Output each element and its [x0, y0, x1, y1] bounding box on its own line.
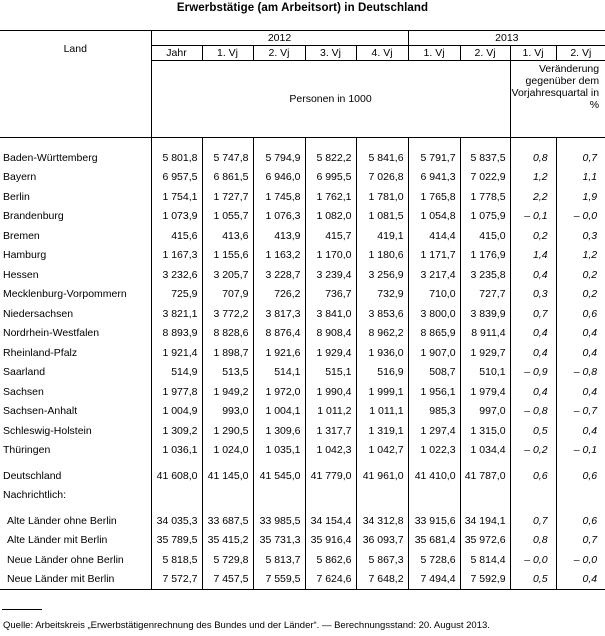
value-cell: 3 841,0 — [305, 304, 356, 324]
value-cell: 7 022,9 — [460, 168, 510, 188]
value-cell: 3 235,8 — [460, 265, 510, 285]
table-row — [0, 187, 605, 207]
value-cell: 515,1 — [305, 363, 356, 383]
value-cell: 514,1 — [253, 363, 305, 383]
table-row — [0, 246, 605, 266]
value-cell: 1 990,4 — [305, 382, 356, 402]
land-name: Sachsen — [3, 385, 44, 398]
period-header: 1. Vj — [408, 46, 460, 61]
value-cell: 41 410,0 — [408, 466, 460, 486]
value-cell: 7 026,8 — [356, 168, 408, 188]
land-name: Brandenburg — [3, 210, 64, 223]
value-cell: 34 194,1 — [460, 511, 510, 531]
spacer-cell — [408, 486, 460, 506]
period-header: Jahr — [151, 46, 202, 61]
change-cell: 0,8 — [510, 148, 556, 168]
value-cell: 1 319,1 — [356, 421, 408, 441]
change-cell: 0,4 — [556, 382, 605, 402]
spacer-cell — [408, 138, 460, 149]
value-cell: 1 022,3 — [408, 441, 460, 461]
table-row — [0, 226, 605, 246]
land-name: Deutschland — [3, 469, 62, 482]
table-row — [0, 285, 605, 305]
period-header: 1. Vj — [202, 46, 253, 61]
spacer-cell — [305, 486, 356, 506]
value-cell: 41 961,0 — [356, 466, 408, 486]
value-cell: 1 929,4 — [305, 343, 356, 363]
value-cell: 1 907,0 — [408, 343, 460, 363]
value-cell: 1 082,0 — [305, 207, 356, 227]
table-title: Erwerbstätige (am Arbeitsort) in Deutschland — [176, 2, 429, 14]
table-row — [0, 148, 605, 168]
land-name: Schleswig-Holstein — [3, 424, 92, 437]
change-header: Veränderung gegenüber dem Vorjahresquartal in % — [510, 61, 605, 120]
change-cell: 1,9 — [556, 187, 605, 207]
change-cell: 0,7 — [510, 511, 556, 531]
value-cell: 414,4 — [408, 226, 460, 246]
value-cell: 5 728,6 — [408, 550, 460, 570]
value-cell: 513,5 — [202, 363, 253, 383]
change-cell: – 0,1 — [556, 441, 605, 461]
value-cell: 1 004,1 — [253, 402, 305, 422]
change-cell: 0,4 — [556, 421, 605, 441]
value-cell: 1 171,7 — [408, 246, 460, 266]
change-cell: 0,6 — [556, 304, 605, 324]
change-cell: 0,3 — [556, 226, 605, 246]
change-cell: 0,4 — [510, 265, 556, 285]
memo-row — [0, 550, 605, 570]
value-cell: 1 034,4 — [460, 441, 510, 461]
change-cell: – 0,8 — [510, 402, 556, 422]
value-cell: 1 176,9 — [460, 246, 510, 266]
value-cell: 1 898,7 — [202, 343, 253, 363]
land-name: Bremen — [3, 229, 40, 242]
value-cell: 5 814,4 — [460, 550, 510, 570]
value-cell: 41 545,0 — [253, 466, 305, 486]
change-cell: 0,7 — [510, 304, 556, 324]
change-cell: – 0,7 — [556, 402, 605, 422]
value-cell: 1 004,9 — [151, 402, 202, 422]
change-cell: 0,6 — [556, 466, 605, 486]
value-cell: 5 841,6 — [356, 148, 408, 168]
value-cell: 707,9 — [202, 285, 253, 305]
table-row — [0, 343, 605, 363]
period-header: 3. Vj — [305, 46, 356, 61]
value-cell: 1 055,7 — [202, 207, 253, 227]
value-cell: 7 494,4 — [408, 570, 460, 590]
value-cell: 35 731,3 — [253, 531, 305, 551]
value-cell: 7 592,9 — [460, 570, 510, 590]
value-cell: 1 979,4 — [460, 382, 510, 402]
spacer-cell — [460, 138, 510, 149]
change-period-header: 2. Vj — [556, 46, 605, 61]
change-cell: 2,2 — [510, 187, 556, 207]
change-cell: 0,7 — [556, 148, 605, 168]
value-cell: 1 317,7 — [305, 421, 356, 441]
value-cell: 1 778,5 — [460, 187, 510, 207]
change-cell: 0,4 — [510, 382, 556, 402]
change-cell: 0,2 — [556, 265, 605, 285]
period-header: 2. Vj — [253, 46, 305, 61]
change-cell: 0,2 — [510, 226, 556, 246]
value-cell: 1 977,8 — [151, 382, 202, 402]
table-row — [0, 265, 605, 285]
spacer-cell — [305, 138, 356, 149]
value-cell: 3 800,0 — [408, 304, 460, 324]
value-cell: 725,9 — [151, 285, 202, 305]
land-name: Berlin — [3, 190, 30, 203]
spacer-cell — [253, 486, 305, 506]
table-row — [0, 304, 605, 324]
change-cell: – 0,8 — [556, 363, 605, 383]
change-header-spacer — [510, 119, 605, 138]
value-cell: 1 929,7 — [460, 343, 510, 363]
year-2013-header: 2013 — [408, 31, 605, 46]
value-cell: 1 163,2 — [253, 246, 305, 266]
value-cell: 1 011,2 — [305, 402, 356, 422]
land-name: Hamburg — [3, 249, 47, 262]
value-cell: 35 415,2 — [202, 531, 253, 551]
land-name: Hessen — [3, 268, 39, 281]
value-cell: 1 921,4 — [151, 343, 202, 363]
land-name: Sachsen-Anhalt — [3, 405, 78, 418]
value-cell: 1 024,0 — [202, 441, 253, 461]
value-cell: 1 054,8 — [408, 207, 460, 227]
memo-label: Nachrichtlich: — [3, 489, 67, 502]
value-cell: 1 309,6 — [253, 421, 305, 441]
employment-table — [0, 30, 605, 590]
table-row — [0, 421, 605, 441]
spacer-cell — [556, 486, 605, 506]
memo-row — [0, 570, 605, 590]
year-2012-header: 2012 — [151, 31, 408, 46]
value-cell: 34 312,8 — [356, 511, 408, 531]
value-cell: 510,1 — [460, 363, 510, 383]
change-cell: 1,2 — [556, 246, 605, 266]
value-cell: 6 995,5 — [305, 168, 356, 188]
value-cell: 8 962,2 — [356, 324, 408, 344]
change-cell: – 0,9 — [510, 363, 556, 383]
land-name: Baden-Württemberg — [3, 151, 98, 164]
value-cell: 997,0 — [460, 402, 510, 422]
value-cell: 3 772,2 — [202, 304, 253, 324]
spacer-cell — [510, 138, 556, 149]
period-header: 4. Vj — [356, 46, 408, 61]
value-cell: 6 957,5 — [151, 168, 202, 188]
land-name: Saarland — [3, 366, 46, 379]
spacer-cell — [151, 138, 202, 149]
value-cell: 415,7 — [305, 226, 356, 246]
spacer-cell — [510, 486, 556, 506]
value-cell: 5 837,5 — [460, 148, 510, 168]
value-cell: 1 315,0 — [460, 421, 510, 441]
change-cell: 0,2 — [556, 285, 605, 305]
value-cell: 35 789,5 — [151, 531, 202, 551]
table-row — [0, 324, 605, 344]
value-cell: 1 956,1 — [408, 382, 460, 402]
value-cell: 1 073,9 — [151, 207, 202, 227]
value-cell: 5 818,5 — [151, 550, 202, 570]
value-cell: 7 572,7 — [151, 570, 202, 590]
change-cell: 1,1 — [556, 168, 605, 188]
land-name: Mecklenburg-Vorpommern — [3, 288, 127, 301]
value-cell: 8 876,4 — [253, 324, 305, 344]
land-name: Thüringen — [3, 444, 51, 457]
value-cell: 1 290,5 — [202, 421, 253, 441]
value-cell: 3 205,7 — [202, 265, 253, 285]
value-cell: 34 035,3 — [151, 511, 202, 531]
value-cell: 726,2 — [253, 285, 305, 305]
value-cell: 1 309,2 — [151, 421, 202, 441]
value-cell: 1 011,1 — [356, 402, 408, 422]
value-cell: 516,9 — [356, 363, 408, 383]
value-cell: 6 861,5 — [202, 168, 253, 188]
value-cell: 1 042,3 — [305, 441, 356, 461]
value-cell: 1 180,6 — [356, 246, 408, 266]
land-name: Bayern — [3, 171, 37, 184]
value-cell: 993,0 — [202, 402, 253, 422]
value-cell: 3 239,4 — [305, 265, 356, 285]
value-cell: 8 828,6 — [202, 324, 253, 344]
value-cell: 3 817,3 — [253, 304, 305, 324]
change-cell: 1,4 — [510, 246, 556, 266]
value-cell: 35 681,4 — [408, 531, 460, 551]
value-cell: 1 762,1 — [305, 187, 356, 207]
land-name: Alte Länder mit Berlin — [7, 534, 108, 547]
spacer-cell — [151, 486, 202, 506]
value-cell: 7 559,5 — [253, 570, 305, 590]
value-cell: 1 167,3 — [151, 246, 202, 266]
value-cell: 1 170,0 — [305, 246, 356, 266]
change-cell: – 0,0 — [556, 550, 605, 570]
spacer-cell — [460, 486, 510, 506]
value-cell: 1 042,7 — [356, 441, 408, 461]
change-cell: 0,6 — [510, 466, 556, 486]
value-cell: 7 648,2 — [356, 570, 408, 590]
land-name: Rheinland-Pfalz — [3, 346, 78, 359]
value-cell: 7 624,6 — [305, 570, 356, 590]
value-cell: 1 936,0 — [356, 343, 408, 363]
value-cell: 1 035,1 — [253, 441, 305, 461]
value-cell: 3 839,9 — [460, 304, 510, 324]
value-cell: 1 754,1 — [151, 187, 202, 207]
value-cell: 1 921,6 — [253, 343, 305, 363]
spacer-cell — [556, 138, 605, 149]
value-cell: 1 155,6 — [202, 246, 253, 266]
period-header: 2. Vj — [460, 46, 510, 61]
value-cell: 41 608,0 — [151, 466, 202, 486]
value-cell: 1 075,9 — [460, 207, 510, 227]
change-cell: 0,3 — [510, 285, 556, 305]
value-cell: 1 999,1 — [356, 382, 408, 402]
value-cell: 5 822,2 — [305, 148, 356, 168]
value-cell: 8 893,9 — [151, 324, 202, 344]
value-cell: 1 781,0 — [356, 187, 408, 207]
value-cell: 41 779,0 — [305, 466, 356, 486]
table-row — [0, 441, 605, 461]
value-cell: 3 217,4 — [408, 265, 460, 285]
value-cell: 1 076,3 — [253, 207, 305, 227]
value-cell: 710,0 — [408, 285, 460, 305]
value-cell: 33 687,5 — [202, 511, 253, 531]
value-cell: 413,9 — [253, 226, 305, 246]
value-cell: 5 801,8 — [151, 148, 202, 168]
change-cell: – 0,2 — [510, 441, 556, 461]
value-cell: 6 941,3 — [408, 168, 460, 188]
table-row — [0, 168, 605, 188]
value-cell: 727,7 — [460, 285, 510, 305]
spacer-cell — [356, 138, 408, 149]
value-cell: 5 867,3 — [356, 550, 408, 570]
footnote-rule — [2, 609, 42, 610]
land-name: Nordrhein-Westfalen — [3, 327, 100, 340]
value-cell: 1 036,1 — [151, 441, 202, 461]
land-name: Alte Länder ohne Berlin — [7, 514, 117, 527]
value-cell: 3 256,9 — [356, 265, 408, 285]
land-column-header: Land — [0, 31, 151, 138]
spacer-cell — [202, 138, 253, 149]
table-row — [0, 382, 605, 402]
value-cell: 8 865,9 — [408, 324, 460, 344]
value-cell: 1 297,4 — [408, 421, 460, 441]
value-cell: 1 081,5 — [356, 207, 408, 227]
value-cell: 3 821,1 — [151, 304, 202, 324]
memo-row — [0, 511, 605, 531]
value-cell: 41 145,0 — [202, 466, 253, 486]
value-cell: 8 911,4 — [460, 324, 510, 344]
value-cell: 5 794,9 — [253, 148, 305, 168]
value-cell: 5 791,7 — [408, 148, 460, 168]
change-cell: 0,4 — [510, 343, 556, 363]
value-cell: 7 457,5 — [202, 570, 253, 590]
value-cell: 732,9 — [356, 285, 408, 305]
value-cell: 1 949,2 — [202, 382, 253, 402]
spacer-cell — [202, 486, 253, 506]
value-cell: 35 972,6 — [460, 531, 510, 551]
change-cell: 1,2 — [510, 168, 556, 188]
spacer-cell — [356, 486, 408, 506]
value-cell: 41 787,0 — [460, 466, 510, 486]
value-cell: 1 972,0 — [253, 382, 305, 402]
table-row — [0, 402, 605, 422]
change-cell: 0,6 — [556, 511, 605, 531]
change-cell: 0,8 — [510, 531, 556, 551]
value-cell: 736,7 — [305, 285, 356, 305]
change-cell: 0,5 — [510, 570, 556, 590]
value-cell: 1 765,8 — [408, 187, 460, 207]
change-cell: – 0,0 — [556, 207, 605, 227]
value-cell: 5 729,8 — [202, 550, 253, 570]
change-cell: 0,4 — [556, 343, 605, 363]
value-cell: 33 985,5 — [253, 511, 305, 531]
land-name: Niedersachsen — [3, 307, 74, 320]
change-cell: 0,5 — [510, 421, 556, 441]
spacer-cell — [253, 138, 305, 149]
source-note: Quelle: Arbeitskreis „Erwerbstätigenrechnung des Bundes und der Länder“. — Berechnungsstand: 20. August 2013. — [3, 620, 490, 631]
value-cell: 8 908,4 — [305, 324, 356, 344]
value-cell: 6 946,0 — [253, 168, 305, 188]
spacer-cell — [0, 138, 151, 149]
memo-row — [0, 531, 605, 551]
value-cell: 415,6 — [151, 226, 202, 246]
land-name: Neue Länder mit Berlin — [0, 570, 151, 590]
value-cell: 5 862,6 — [305, 550, 356, 570]
table-row — [0, 363, 605, 383]
change-cell: – 0,1 — [510, 207, 556, 227]
change-cell: – 0,0 — [510, 550, 556, 570]
value-cell: 1 745,8 — [253, 187, 305, 207]
value-cell: 35 916,4 — [305, 531, 356, 551]
value-cell: 514,9 — [151, 363, 202, 383]
change-cell: 0,4 — [556, 570, 605, 590]
change-period-header: 1. Vj — [510, 46, 556, 61]
value-cell: 3 232,6 — [151, 265, 202, 285]
value-cell: 508,7 — [408, 363, 460, 383]
change-cell: 0,4 — [510, 324, 556, 344]
value-cell: 33 915,6 — [408, 511, 460, 531]
change-cell: 0,4 — [556, 324, 605, 344]
value-cell: 413,6 — [202, 226, 253, 246]
total-row — [0, 466, 605, 486]
value-cell: 3 228,7 — [253, 265, 305, 285]
value-cell: 419,1 — [356, 226, 408, 246]
table-row — [0, 207, 605, 227]
value-cell: 34 154,4 — [305, 511, 356, 531]
unit-header: Personen in 1000 — [151, 61, 510, 138]
land-name: Neue Länder ohne Berlin — [7, 553, 124, 566]
value-cell: 36 093,7 — [356, 531, 408, 551]
value-cell: 415,0 — [460, 226, 510, 246]
value-cell: 5 747,8 — [202, 148, 253, 168]
value-cell: 1 727,7 — [202, 187, 253, 207]
value-cell: 985,3 — [408, 402, 460, 422]
change-cell: 0,7 — [556, 531, 605, 551]
value-cell: 3 853,6 — [356, 304, 408, 324]
value-cell: 5 813,7 — [253, 550, 305, 570]
